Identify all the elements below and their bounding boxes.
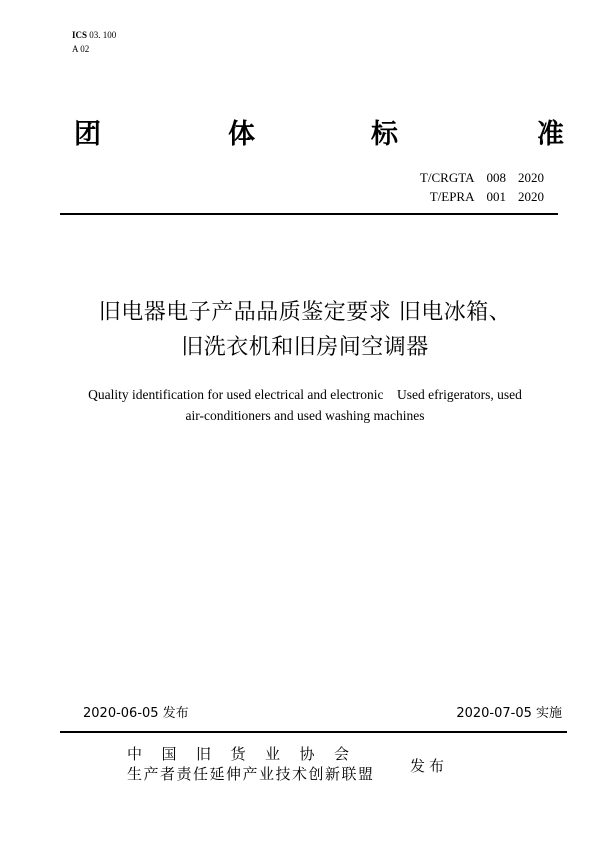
title-line-1: 旧电器电子产品品质鉴定要求 旧电冰箱、	[98, 300, 512, 325]
org-2: 生产者责任延伸产业技术创新联盟	[127, 765, 375, 783]
document-title-cn	[0, 295, 600, 365]
org-1: 中国旧货业协会	[127, 745, 369, 763]
title-line-2: 旧洗衣机和旧房间空调器	[181, 335, 429, 360]
title-en-line-1: Quality identification for used electrical and electronic Used efrigerators, used	[88, 387, 522, 402]
standard-type-char: 准	[537, 119, 564, 150]
issuing-organizations	[127, 744, 375, 784]
issue-date: 2020-06-05 发布	[83, 706, 189, 721]
standard-code: T/CRGTA 008 2020	[419, 170, 544, 185]
title-en-line-2: air-conditioners and used washing machines	[185, 408, 425, 423]
standard-type-char: 体	[228, 119, 255, 150]
document-title-en	[0, 384, 600, 426]
ics-block	[72, 28, 116, 56]
standard-type-char: 标	[371, 119, 398, 150]
bottom-divider	[60, 731, 567, 733]
implement-date: 2020-07-05 实施	[456, 706, 562, 721]
standard-code: T/EPRA 001 2020	[429, 189, 544, 204]
ics-code: 03. 100	[89, 30, 117, 40]
standard-codes	[408, 168, 544, 206]
standard-type-char: 团	[74, 119, 101, 150]
top-divider	[60, 213, 558, 215]
ccs-code: A 02	[72, 44, 90, 54]
ics-label: ICS	[72, 30, 88, 40]
publish-label: 发布	[410, 757, 449, 775]
